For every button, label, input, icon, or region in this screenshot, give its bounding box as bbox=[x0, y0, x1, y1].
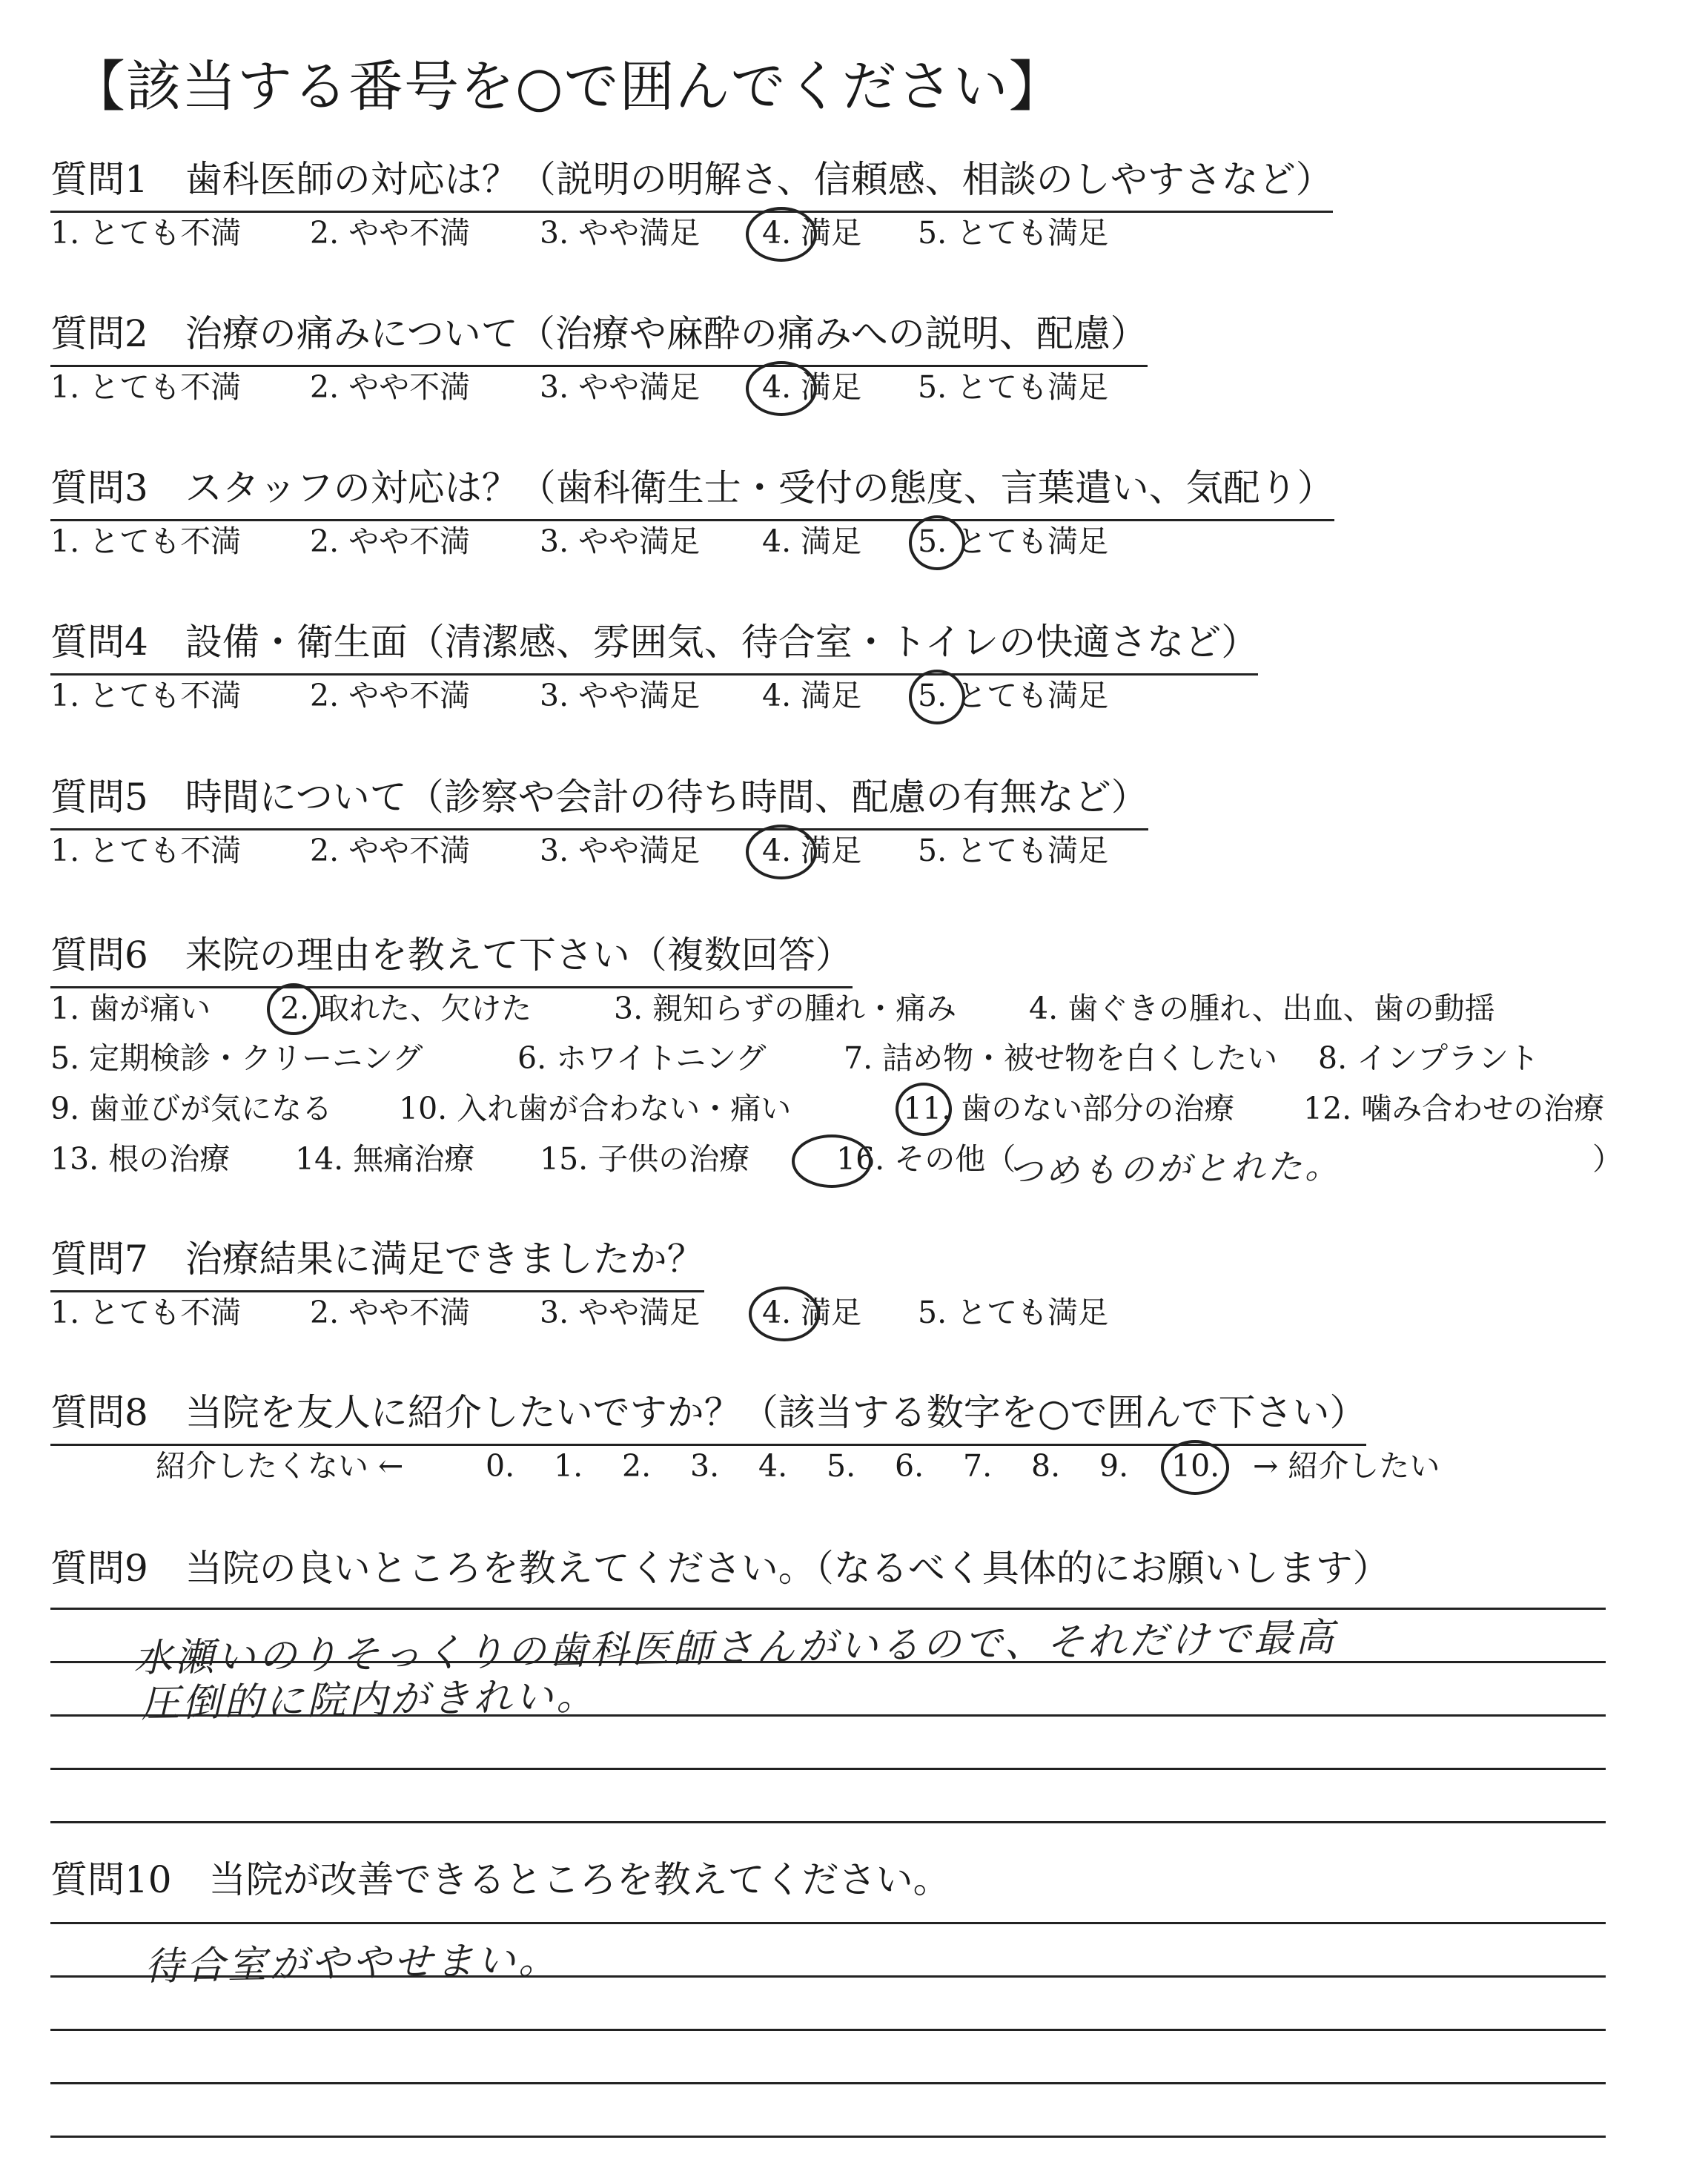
q5-title: 質問5 時間について（診察や会計の待ち時間、配慮の有無など） bbox=[50, 775, 1148, 830]
q6-option-2[interactable]: 2. 取れた、欠けた bbox=[280, 991, 532, 1026]
q7-option-1[interactable]: 1. とても不満 bbox=[50, 1295, 242, 1330]
q4-option-2[interactable]: 2. やや不満 bbox=[310, 678, 471, 713]
q2-option-1[interactable]: 1. とても不満 bbox=[50, 369, 242, 405]
q4-option-4[interactable]: 4. 満足 bbox=[762, 678, 862, 713]
q7-option-4[interactable]: 4. 満足 bbox=[762, 1295, 862, 1330]
q6-option-3[interactable]: 3. 親知らずの腫れ・痛み bbox=[614, 991, 957, 1026]
q1-option-4[interactable]: 4. 満足 bbox=[762, 215, 862, 251]
q6-option-16[interactable]: 16. その他（ bbox=[836, 1141, 1016, 1177]
q4-option-5[interactable]: 5. とても満足 bbox=[918, 678, 1109, 713]
q2-title: 質問2 治療の痛みについて（治療や麻酔の痛みへの説明、配慮） bbox=[50, 311, 1148, 367]
q6-option-4[interactable]: 4. 歯ぐきの腫れ、出血、歯の動揺 bbox=[1029, 991, 1495, 1026]
q8-option-3[interactable]: 3. bbox=[690, 1448, 720, 1484]
q5-options bbox=[50, 832, 1162, 869]
q6-option-1[interactable]: 1. 歯が痛い bbox=[50, 991, 211, 1026]
q10-rule-3 bbox=[50, 2029, 1606, 2031]
q6-option-6[interactable]: 6. ホワイトニング bbox=[517, 1040, 767, 1076]
q6-option-10[interactable]: 10. 入れ歯が合わない・痛い bbox=[399, 1091, 792, 1126]
q1-option-2[interactable]: 2. やや不満 bbox=[310, 215, 471, 251]
q6-row2 bbox=[50, 1040, 1681, 1077]
q8-option-5[interactable]: 5. bbox=[827, 1448, 856, 1484]
q6-other-close: ） bbox=[1592, 1141, 1623, 1177]
q7-options bbox=[50, 1294, 1162, 1331]
q4-option-3[interactable]: 3. やや満足 bbox=[540, 678, 701, 713]
q10-rule-5 bbox=[50, 2136, 1606, 2138]
q2-answer-circle bbox=[746, 361, 817, 416]
q5-option-3[interactable]: 3. やや満足 bbox=[540, 833, 701, 868]
q9-answer-line-2[interactable]: 圧倒的に院内がきれい。 bbox=[140, 1674, 598, 1727]
q1-options bbox=[50, 214, 1162, 251]
q6-row3 bbox=[50, 1090, 1681, 1127]
q1-answer-circle bbox=[746, 207, 817, 262]
q3-title: 質問3 スタッフの対応は？（歯科衛生士・受付の態度、言葉遣い、気配り） bbox=[50, 466, 1334, 521]
q1-title: 質問1 歯科医師の対応は？（説明の明解さ、信頼感、相談のしやすさなど） bbox=[50, 157, 1333, 213]
q8-option-7[interactable]: 7. bbox=[963, 1448, 993, 1484]
q8-option-9[interactable]: 9. bbox=[1099, 1448, 1129, 1484]
q4-options bbox=[50, 677, 1162, 714]
q3-option-1[interactable]: 1. とても不満 bbox=[50, 524, 242, 559]
q6-option-14[interactable]: 14. 無痛治療 bbox=[295, 1141, 475, 1177]
q6-circle-11 bbox=[896, 1083, 952, 1136]
q9-answer-line-1[interactable]: 水瀬いのりそっくりの歯科医師さんがいるので、それだけで最高 bbox=[133, 1615, 1337, 1682]
q8-option-10[interactable]: 10. bbox=[1171, 1448, 1220, 1484]
q3-answer-circle bbox=[909, 515, 965, 570]
q9-rule-4 bbox=[50, 1768, 1606, 1770]
q1-option-3[interactable]: 3. やや満足 bbox=[540, 215, 701, 251]
q2-option-5[interactable]: 5. とても満足 bbox=[918, 369, 1109, 405]
q8-left-label: 紹介したくない ← bbox=[156, 1448, 404, 1484]
q6-option-9[interactable]: 9. 歯並びが気になる bbox=[50, 1091, 333, 1126]
q5-option-5[interactable]: 5. とても満足 bbox=[918, 833, 1109, 868]
q7-answer-circle bbox=[749, 1287, 820, 1341]
q6-option-7[interactable]: 7. 詰め物・被せ物を白くしたい bbox=[844, 1040, 1278, 1076]
q6-option-13[interactable]: 13. 根の治療 bbox=[50, 1141, 231, 1177]
q1-option-1[interactable]: 1. とても不満 bbox=[50, 215, 242, 251]
q6-title: 質問6 来院の理由を教えて下さい（複数回答） bbox=[50, 933, 853, 988]
q8-title: 質問8 当院を友人に紹介したいですか？（該当する数字を○で囲んで下さい） bbox=[50, 1390, 1366, 1446]
q3-options bbox=[50, 523, 1162, 560]
q9-rule-1 bbox=[50, 1608, 1606, 1610]
q3-option-5[interactable]: 5. とても満足 bbox=[918, 524, 1109, 559]
q6-circle-16 bbox=[792, 1135, 872, 1188]
q2-option-2[interactable]: 2. やや不満 bbox=[310, 369, 471, 405]
q8-option-8[interactable]: 8. bbox=[1031, 1448, 1061, 1484]
q4-option-1[interactable]: 1. とても不満 bbox=[50, 678, 242, 713]
q8-right-label: → 紹介したい bbox=[1253, 1448, 1440, 1484]
q3-option-3[interactable]: 3. やや満足 bbox=[540, 524, 701, 559]
q4-title: 質問4 設備・衛生面（清潔感、雰囲気、待合室・トイレの快適さなど） bbox=[50, 620, 1258, 676]
q2-option-3[interactable]: 3. やや満足 bbox=[540, 369, 701, 405]
q8-option-2[interactable]: 2. bbox=[622, 1448, 652, 1484]
q6-option-12[interactable]: 12. 噛み合わせの治療 bbox=[1303, 1091, 1605, 1126]
q8-answer-circle bbox=[1161, 1440, 1229, 1495]
q1-option-5[interactable]: 5. とても満足 bbox=[918, 215, 1109, 251]
q9-title: 質問9 当院の良いところを教えてください。（なるべく具体的にお願いします） bbox=[50, 1547, 1390, 1590]
q6-other-handwritten[interactable]: つめものがとれた。 bbox=[1007, 1146, 1343, 1192]
form-header: 【該当する番号を○で囲んでください】 bbox=[70, 55, 1065, 119]
q7-title: 質問7 治療結果に満足できましたか？ bbox=[50, 1237, 704, 1292]
q8-option-1[interactable]: 1. bbox=[554, 1448, 583, 1484]
q9-rule-5 bbox=[50, 1821, 1606, 1823]
q10-title: 質問10 当院が改善できるところを教えてください。 bbox=[50, 1858, 950, 1901]
q7-option-3[interactable]: 3. やや満足 bbox=[540, 1295, 701, 1330]
q7-option-5[interactable]: 5. とても満足 bbox=[918, 1295, 1109, 1330]
q10-rule-1 bbox=[50, 1922, 1606, 1924]
q8-option-6[interactable]: 6. bbox=[895, 1448, 924, 1484]
q10-rule-4 bbox=[50, 2082, 1606, 2084]
q6-option-5[interactable]: 5. 定期検診・クリーニング bbox=[50, 1040, 423, 1076]
q2-option-4[interactable]: 4. 満足 bbox=[762, 369, 862, 405]
q4-answer-circle bbox=[909, 670, 965, 724]
q5-answer-circle bbox=[746, 825, 817, 879]
q6-option-11[interactable]: 11. 歯のない部分の治療 bbox=[903, 1091, 1235, 1126]
q10-answer-line-1[interactable]: 待合室がややせまい。 bbox=[144, 1938, 560, 1989]
q8-option-4[interactable]: 4. bbox=[758, 1448, 788, 1484]
q6-circle-2 bbox=[267, 983, 320, 1035]
q5-option-4[interactable]: 4. 満足 bbox=[762, 833, 862, 868]
q6-option-15[interactable]: 15. 子供の治療 bbox=[540, 1141, 750, 1177]
q3-option-2[interactable]: 2. やや不満 bbox=[310, 524, 471, 559]
q5-option-2[interactable]: 2. やや不満 bbox=[310, 833, 471, 868]
q7-option-2[interactable]: 2. やや不満 bbox=[310, 1295, 471, 1330]
q2-options bbox=[50, 369, 1162, 406]
q5-option-1[interactable]: 1. とても不満 bbox=[50, 833, 242, 868]
q6-option-8[interactable]: 8. インプラント bbox=[1318, 1040, 1540, 1076]
q8-scale bbox=[156, 1447, 1490, 1484]
q3-option-4[interactable]: 4. 満足 bbox=[762, 524, 862, 559]
q8-option-0[interactable]: 0. bbox=[486, 1448, 515, 1484]
